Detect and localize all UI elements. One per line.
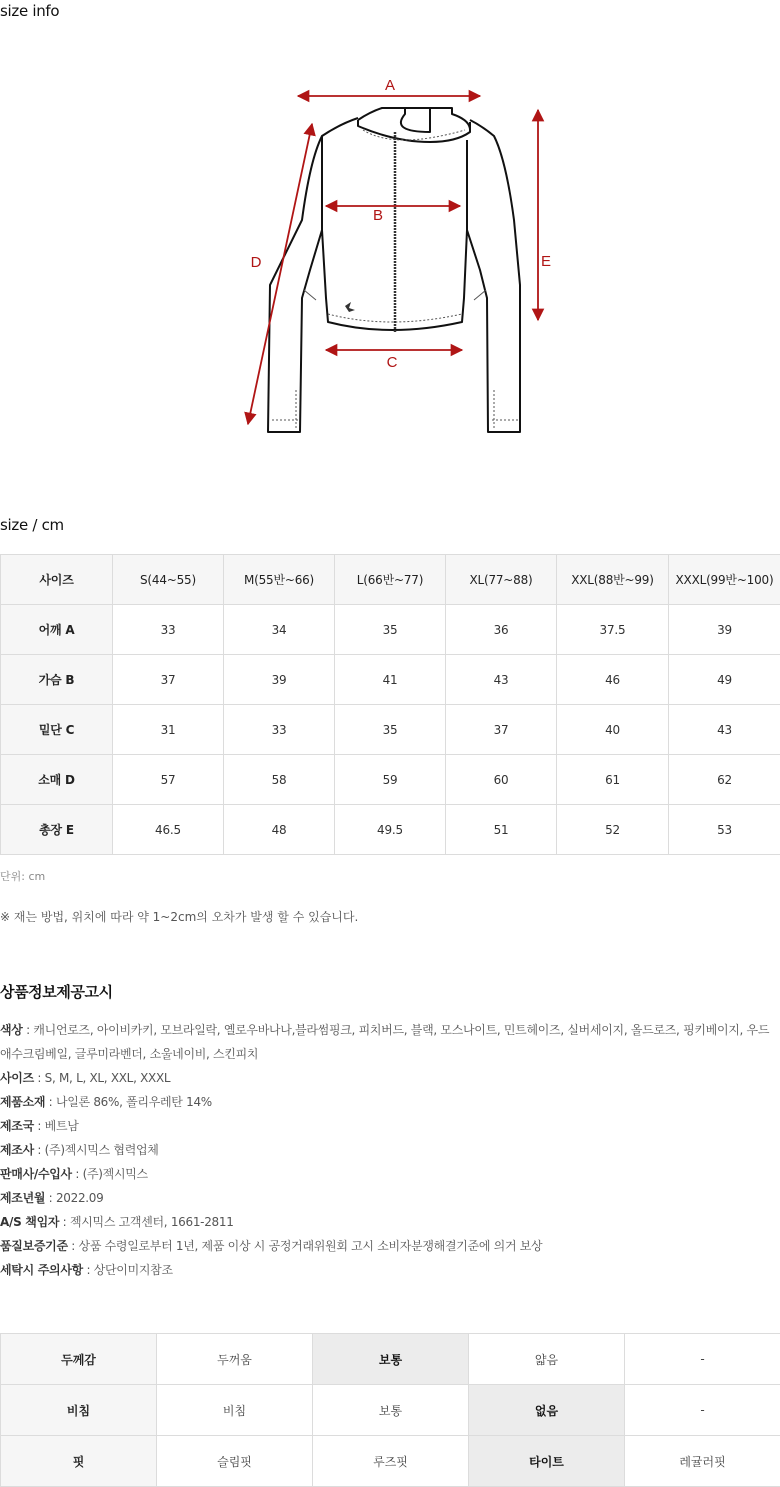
table-cell: 43: [669, 705, 780, 755]
notice-item-as-contact: [0, 1210, 780, 1234]
row-label: 총장 E: [1, 805, 113, 855]
table-cell-selected: 타이트: [469, 1436, 625, 1487]
notice-value: : 상단이미지참조: [82, 1263, 173, 1277]
size-table-header: [1, 555, 780, 605]
table-cell: 얇음: [469, 1334, 625, 1385]
table-cell: 52: [557, 805, 669, 855]
table-cell-selected: 보통: [313, 1334, 469, 1385]
table-cell: 보통: [313, 1385, 469, 1436]
notice-label: 품질보증기준: [0, 1239, 68, 1253]
logo-mark: [345, 302, 355, 312]
table-row: [1, 605, 780, 655]
arrow-d: [248, 124, 312, 424]
notice-item-manufacturer: [0, 1138, 780, 1162]
notice-item-date: [0, 1186, 780, 1210]
notice-value: : 상품 수령일로부터 1년, 제품 이상 시 공정거래위원회 고시 소비자분쟁해결기준에 의거 보상: [67, 1239, 543, 1253]
notice-label: 색상: [0, 1023, 23, 1037]
size-col-header: 사이즈: [1, 555, 113, 605]
row-label: 소매 D: [1, 755, 113, 805]
notice-item-material: [0, 1090, 780, 1114]
product-notice-list: [0, 1018, 780, 1282]
notice-value: : S, M, L, XL, XXL, XXXL: [33, 1071, 171, 1085]
size-col-header: L(66반~77): [335, 555, 446, 605]
table-cell: 59: [335, 755, 446, 805]
notice-item-washing: [0, 1258, 780, 1282]
table-cell: 53: [669, 805, 780, 855]
table-row: [1, 755, 780, 805]
table-cell: 34: [224, 605, 335, 655]
table-cell: 비침: [157, 1385, 313, 1436]
table-cell: 37: [113, 655, 224, 705]
notice-value: : 베트남: [33, 1119, 79, 1133]
table-cell: 61: [557, 755, 669, 805]
table-cell: 33: [113, 605, 224, 655]
label-a: A: [384, 77, 396, 94]
table-cell: 40: [557, 705, 669, 755]
table-cell: 49.5: [335, 805, 446, 855]
notice-value: : 캐니언로즈, 아이비카키, 모브라일락, 옐로우바나나,블라썸핑크, 피치버드, 블랙, 모스나이트, 민트헤이즈, 실버세이지, 올드로즈, 핑키베이지, 우드애수크림베일, 글루미라벤더, 소울네이비, 스킨피치: [0, 1023, 770, 1061]
notice-label: 세탁시 주의사항: [0, 1263, 83, 1277]
table-cell: 43: [446, 655, 557, 705]
table-row: [1, 655, 780, 705]
notice-value: : 나일론 86%, 폴리우레탄 14%: [45, 1095, 212, 1109]
size-col-header: XL(77~88): [446, 555, 557, 605]
table-cell: 58: [224, 755, 335, 805]
notice-value: : 2022.09: [45, 1191, 104, 1205]
table-row: [1, 805, 780, 855]
table-cell: 33: [224, 705, 335, 755]
table-cell-selected: 없음: [469, 1385, 625, 1436]
notice-label: 판매사/수입사: [0, 1167, 72, 1181]
notice-item-seller: [0, 1162, 780, 1186]
table-cell: 루즈핏: [313, 1436, 469, 1487]
table-cell: 60: [446, 755, 557, 805]
table-cell: 36: [446, 605, 557, 655]
table-cell: 39: [669, 605, 780, 655]
row-label: 두께감: [1, 1334, 157, 1385]
row-label: 밑단 C: [1, 705, 113, 755]
table-row: [1, 1334, 780, 1385]
table-cell: 46: [557, 655, 669, 705]
unit-note: 단위: cm: [0, 870, 46, 883]
table-cell: 37.5: [557, 605, 669, 655]
table-cell: 48: [224, 805, 335, 855]
table-cell: 37: [446, 705, 557, 755]
table-cell: 57: [113, 755, 224, 805]
size-col-header: XXXL(99반~100): [669, 555, 780, 605]
table-cell: 레귤러핏: [625, 1436, 780, 1487]
row-label: 비침: [1, 1385, 157, 1436]
table-cell: 35: [335, 605, 446, 655]
notice-label: 제조사: [0, 1143, 34, 1157]
table-cell: 31: [113, 705, 224, 755]
notice-value: : (주)젝시믹스 협력업체: [33, 1143, 159, 1157]
row-label: 핏: [1, 1436, 157, 1487]
table-cell: 51: [446, 805, 557, 855]
table-cell: 41: [335, 655, 446, 705]
notice-item-warranty: [0, 1234, 780, 1258]
notice-value: : 젝시믹스 고객센터, 1661-2811: [59, 1215, 234, 1229]
label-d: D: [250, 254, 262, 271]
table-cell: 62: [669, 755, 780, 805]
size-info-heading: size info: [0, 2, 60, 20]
table-row: [1, 1436, 780, 1487]
notice-label: A/S 책임자: [0, 1215, 60, 1229]
size-table: [0, 554, 780, 855]
table-cell: 49: [669, 655, 780, 705]
table-cell: 39: [224, 655, 335, 705]
notice-label: 제조년월: [0, 1191, 46, 1205]
table-cell: -: [625, 1334, 780, 1385]
product-notice-title: 상품정보제공고시: [0, 983, 113, 1001]
table-cell: -: [625, 1385, 780, 1436]
table-row: [1, 1385, 780, 1436]
notice-label: 제품소재: [0, 1095, 46, 1109]
jacket-size-diagram: [230, 70, 560, 450]
size-col-header: XXL(88반~99): [557, 555, 669, 605]
measurement-error-note: ※ 재는 방법, 위치에 따라 약 1~2cm의 오차가 발생 할 수 있습니다.: [0, 910, 359, 924]
label-e: E: [540, 253, 552, 270]
fabric-feel-table: [0, 1333, 780, 1487]
notice-label: 제조국: [0, 1119, 34, 1133]
label-b: B: [372, 207, 384, 224]
notice-value: : (주)젝시믹스: [71, 1167, 148, 1181]
table-row: [1, 705, 780, 755]
table-cell: 35: [335, 705, 446, 755]
row-label: 가슴 B: [1, 655, 113, 705]
label-c: C: [386, 354, 398, 371]
notice-item-color: [0, 1018, 780, 1066]
size-cm-heading: size / cm: [0, 516, 64, 534]
row-label: 어깨 A: [1, 605, 113, 655]
notice-label: 사이즈: [0, 1071, 34, 1085]
size-col-header: M(55반~66): [224, 555, 335, 605]
table-cell: 슬림핏: [157, 1436, 313, 1487]
notice-item-country: [0, 1114, 780, 1138]
table-cell: 두꺼움: [157, 1334, 313, 1385]
measure-arrows: [248, 96, 538, 424]
notice-item-size: [0, 1066, 780, 1090]
table-cell: 46.5: [113, 805, 224, 855]
size-col-header: S(44~55): [113, 555, 224, 605]
